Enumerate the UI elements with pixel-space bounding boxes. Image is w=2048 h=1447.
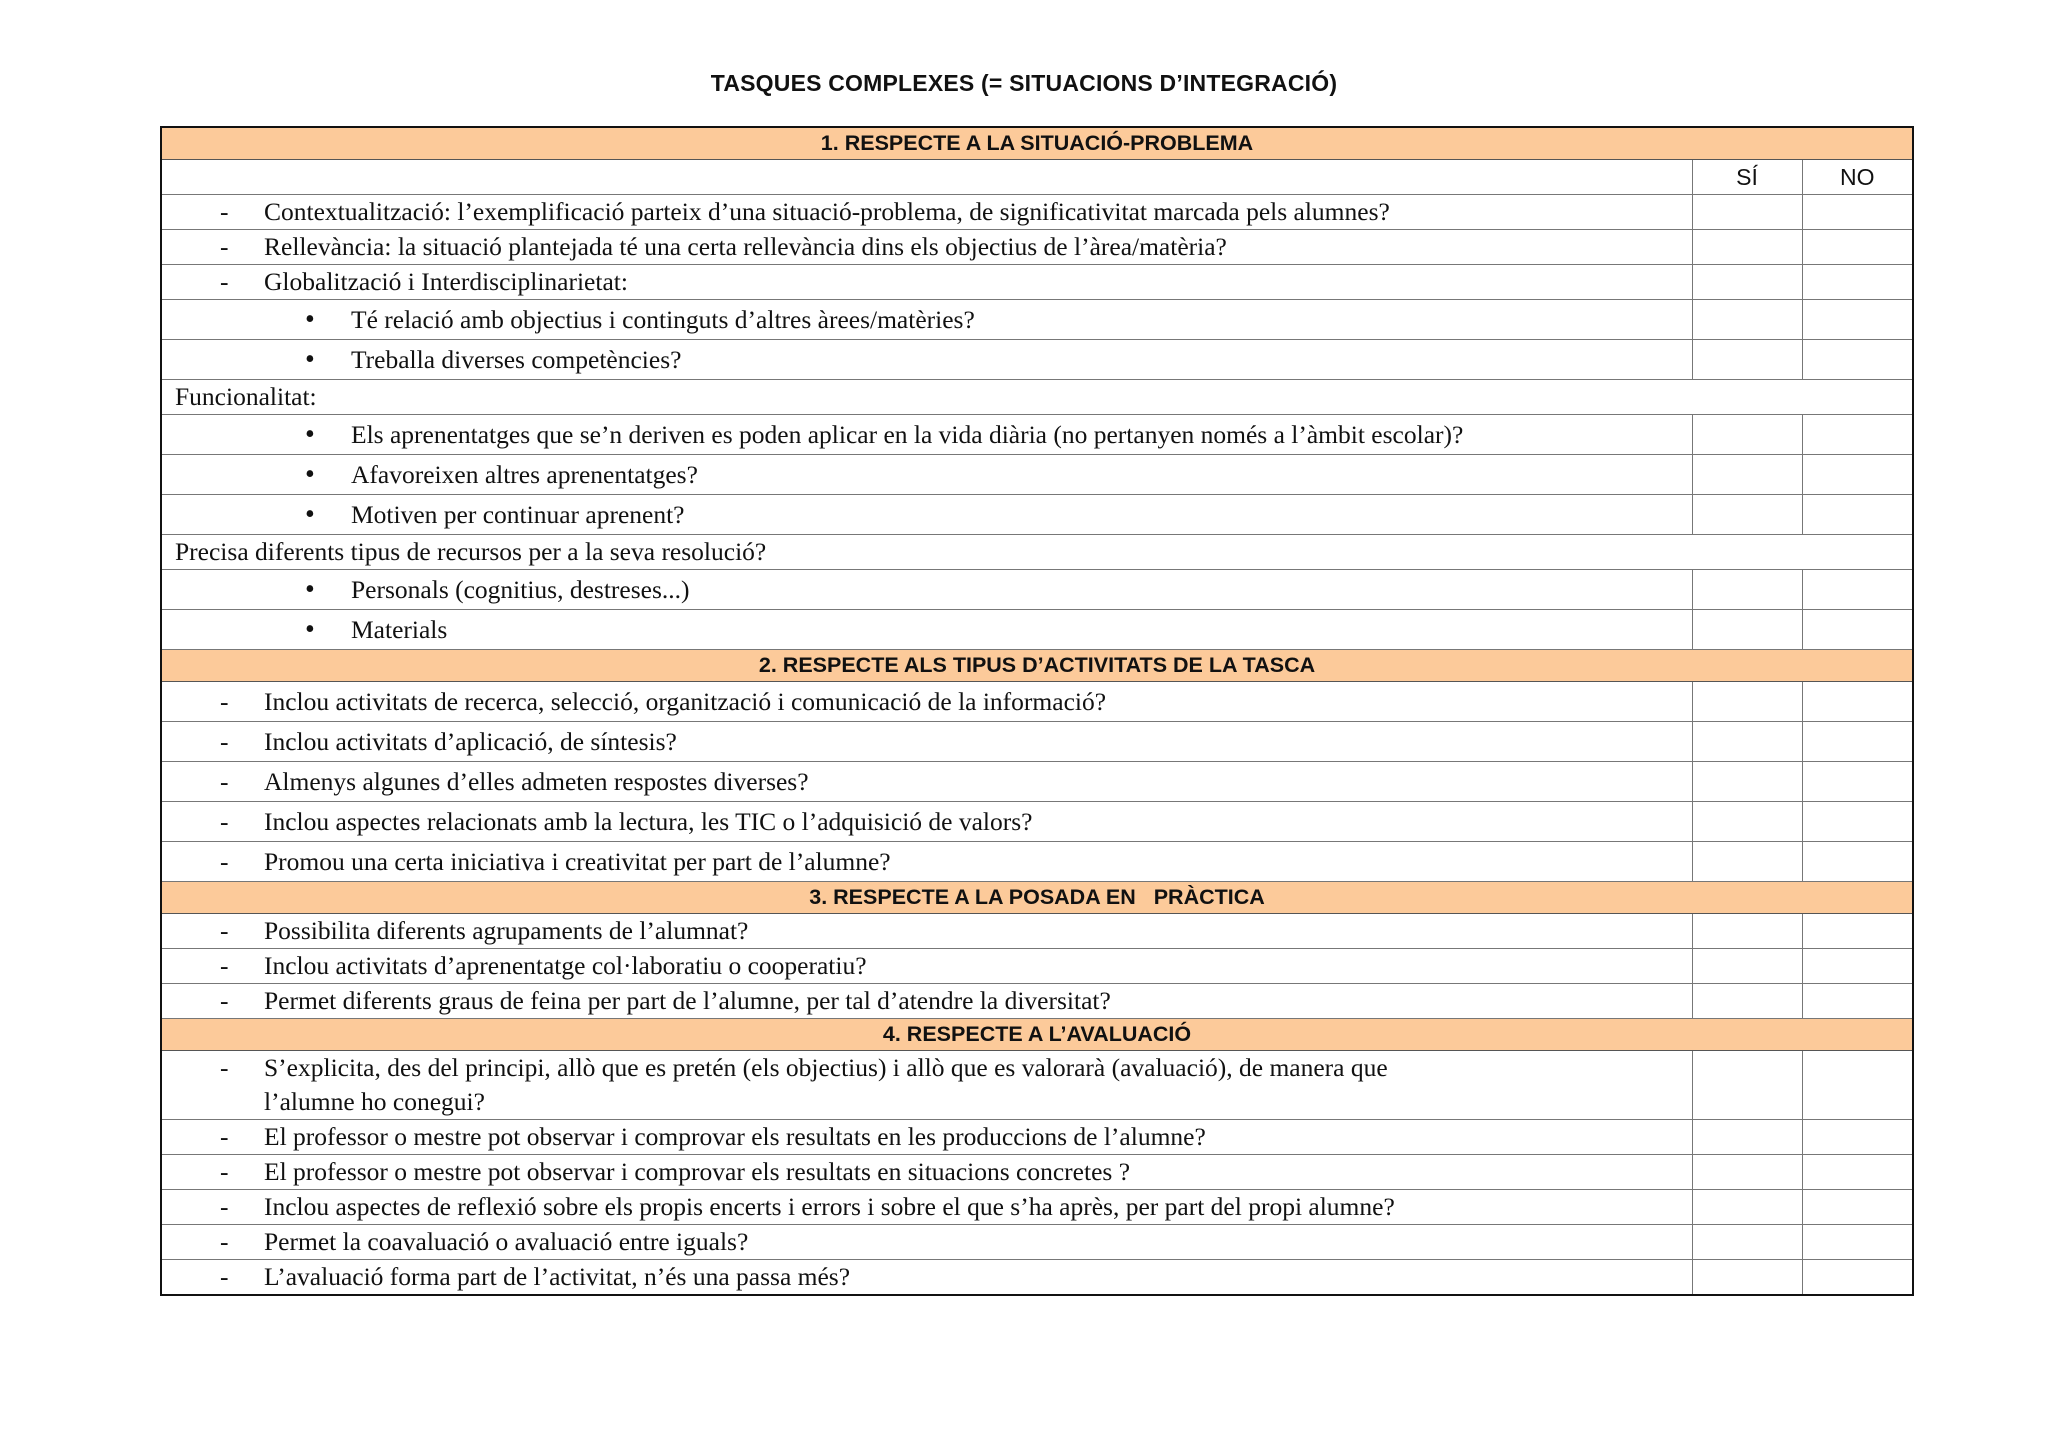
checkbox-si[interactable] [1692,949,1802,984]
checkbox-no[interactable] [1802,802,1913,842]
dash-marker: - [220,726,229,756]
dash-marker: - [220,1262,229,1291]
table-row [161,1155,1913,1190]
dash-marker: - [220,1227,229,1256]
table-row [161,265,1913,300]
checkbox-si[interactable] [1692,265,1802,300]
checkbox-si[interactable] [1692,495,1802,535]
table-row [161,984,1913,1019]
checkbox-si[interactable] [1692,570,1802,610]
checkbox-no[interactable] [1802,195,1913,230]
checkbox-no[interactable] [1802,949,1913,984]
checkbox-no[interactable] [1802,762,1913,802]
checkbox-si[interactable] [1692,300,1802,340]
question-text: • Personals (cognitius, destreses...) [305,573,690,605]
dash-marker: - [220,1122,229,1151]
dash-marker: - [220,846,229,876]
table-row [161,340,1913,380]
column-header-si: SÍ [1692,160,1802,195]
checkbox-no[interactable] [1802,415,1913,455]
dash-marker: - [220,197,229,226]
column-header-row [161,160,1913,195]
dash-marker: - [220,1157,229,1186]
question-text: - Almenys algunes d’elles admeten respostes diverses? [162,765,1692,799]
checkbox-si[interactable] [1692,455,1802,495]
checkbox-si[interactable] [1692,230,1802,265]
question-text: - El professor o mestre pot observar i comprovar els resultats en les produccions de l’alumne? [162,1120,1692,1154]
checkbox-no[interactable] [1802,914,1913,949]
section-title: 3. RESPECTE A LA POSADA EN PRÀCTICA [161,882,1913,914]
dash-marker: - [220,806,229,836]
table-row [161,949,1913,984]
table-row [161,300,1913,340]
question-text: - Globalització i Interdisciplinarietat: [162,265,1692,299]
checkbox-no[interactable] [1802,495,1913,535]
question-text: • Materials [305,613,448,645]
bullet-marker: • [305,458,315,490]
dash-marker: - [220,986,229,1015]
section-title: 1. RESPECTE A LA SITUACIÓ-PROBLEMA [161,127,1913,160]
checkbox-si[interactable] [1692,340,1802,380]
table-row [161,842,1913,882]
checkbox-si[interactable] [1692,1155,1802,1190]
table-row [161,1120,1913,1155]
group-label: Funcionalitat: [175,382,317,411]
checkbox-si[interactable] [1692,1051,1802,1120]
question-text: - Inclou aspectes de reflexió sobre els propis encerts i errors i sobre el que s’ha après, per part del propi alumne? [162,1190,1692,1224]
question-text: • Motiven per continuar aprenent? [305,498,685,530]
checklist-table [160,126,1914,1296]
table-row [161,722,1913,762]
table-row [161,1051,1913,1120]
checkbox-no[interactable] [1802,1260,1913,1296]
section-header [161,650,1913,682]
checkbox-no[interactable] [1802,682,1913,722]
checkbox-no[interactable] [1802,1190,1913,1225]
question-text: • Els aprenentatges que se’n deriven es poden aplicar en la vida diària (no pertanyen només a l’àmbit escolar)? [305,418,1464,450]
dash-marker: - [220,766,229,796]
table-row [161,415,1913,455]
checkbox-si[interactable] [1692,1260,1802,1296]
checkbox-no[interactable] [1802,610,1913,650]
dash-marker: - [220,267,229,296]
bullet-marker: • [305,573,315,605]
checkbox-si[interactable] [1692,802,1802,842]
question-text: • Treballa diverses competències? [305,343,682,375]
question-text: - Inclou aspectes relacionats amb la lectura, les TIC o l’adquisició de valors? [162,805,1692,839]
dash-marker: - [220,916,229,945]
question-text: - Contextualització: l’exemplificació parteix d’una situació-problema, de significativitat marcada pels alumnes? [162,195,1692,229]
question-text: - Inclou activitats d’aplicació, de síntesis? [162,725,1692,759]
question-text: - Rellevància: la situació plantejada té una certa rellevància dins els objectius de l’àrea/matèria? [162,230,1692,264]
table-row [161,762,1913,802]
table-row [161,914,1913,949]
section-title: 4. RESPECTE A L’AVALUACIÓ [161,1019,1913,1051]
checkbox-si[interactable] [1692,682,1802,722]
question-text: - S’explicita, des del principi, allò que es pretén (els objectius) i allò que es valorarà (avaluació), de manera que l’alumne ho conegui? [220,1053,1388,1116]
dash-marker: - [220,232,229,261]
table-row [161,802,1913,842]
question-text: - Inclou activitats de recerca, selecció, organització i comunicació de la informació? [162,685,1692,719]
table-row [161,380,1913,415]
checkbox-si[interactable] [1692,195,1802,230]
checkbox-no[interactable] [1802,455,1913,495]
table-row [161,495,1913,535]
section-header [161,1019,1913,1051]
question-text: - Possibilita diferents agrupaments de l’alumnat? [162,914,1692,948]
table-row [161,570,1913,610]
question-text: - Permet diferents graus de feina per part de l’alumne, per tal d’atendre la diversitat? [162,984,1692,1018]
question-text: - Permet la coavaluació o avaluació entre iguals? [162,1225,1692,1259]
checkbox-si[interactable] [1692,842,1802,882]
dash-marker: - [220,686,229,716]
question-text: - Promou una certa iniciativa i creativitat per part de l’alumne? [162,845,1692,879]
dash-marker: - [220,1192,229,1221]
question-text: • Té relació amb objectius i continguts d’altres àrees/matèries? [305,303,975,335]
table-row [161,535,1913,570]
table-row [161,195,1913,230]
checkbox-no[interactable] [1802,300,1913,340]
table-row [161,1225,1913,1260]
section-title: 2. RESPECTE ALS TIPUS D’ACTIVITATS DE LA TASCA [161,650,1913,682]
checkbox-no[interactable] [1802,1120,1913,1155]
question-text: • Afavoreixen altres aprenentatges? [305,458,698,490]
checkbox-no[interactable] [1802,1225,1913,1260]
table-row [161,610,1913,650]
checkbox-si[interactable] [1692,1190,1802,1225]
checkbox-no[interactable] [1802,984,1913,1019]
checkbox-no[interactable] [1802,722,1913,762]
document-title: TASQUES COMPLEXES (= SITUACIONS D’INTEGRACIÓ) [710,70,1338,96]
section-header [161,127,1913,160]
question-text: - L’avaluació forma part de l’activitat, n’és una passa més? [162,1260,1692,1294]
column-header-no: NO [1802,160,1913,195]
bullet-marker: • [305,343,315,375]
table-row [161,1190,1913,1225]
checkbox-no[interactable] [1802,842,1913,882]
checkbox-si[interactable] [1692,722,1802,762]
bullet-marker: • [305,498,315,530]
bullet-marker: • [305,613,315,645]
checkbox-si[interactable] [1692,984,1802,1019]
table-row [161,682,1913,722]
checkbox-no[interactable] [1802,265,1913,300]
checkbox-si[interactable] [1692,415,1802,455]
section-header [161,882,1913,914]
question-text: - El professor o mestre pot observar i comprovar els resultats en situacions concretes ? [162,1155,1692,1189]
checkbox-no[interactable] [1802,1051,1913,1120]
group-label: Precisa diferents tipus de recursos per a la seva resolució? [175,537,767,566]
checkbox-no[interactable] [1802,570,1913,610]
checkbox-si[interactable] [1692,1225,1802,1260]
checkbox-si[interactable] [1692,610,1802,650]
bullet-marker: • [305,303,315,335]
dash-marker: - [220,1053,229,1082]
table-row [161,1260,1913,1296]
checkbox-no[interactable] [1802,230,1913,265]
header-blank-cell [161,160,1692,195]
question-text: - Inclou activitats d’aprenentatge col·laboratiu o cooperatiu? [162,949,1692,983]
checkbox-si[interactable] [1692,1120,1802,1155]
checkbox-no[interactable] [1802,1155,1913,1190]
checkbox-si[interactable] [1692,762,1802,802]
checkbox-si[interactable] [1692,914,1802,949]
checkbox-no[interactable] [1802,340,1913,380]
table-row [161,455,1913,495]
table-row [161,230,1913,265]
bullet-marker: • [305,418,315,450]
dash-marker: - [220,951,229,980]
